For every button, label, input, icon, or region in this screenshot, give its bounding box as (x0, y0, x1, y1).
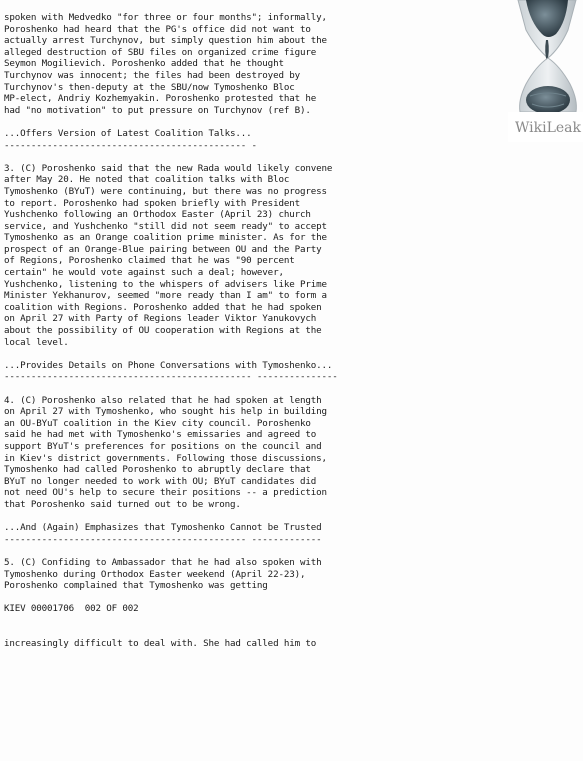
text-line: Poroshenko complained that Tymoshenko was getting (4, 580, 268, 592)
text-line: Tymoshenko as an Orange coalition prime minister. As for the (4, 232, 327, 244)
text-line: Poroshenko had heard that the PG's office did not want to (4, 23, 311, 35)
text-line: Tymoshenko (BYuT) were continuing, but there was no progress (4, 185, 327, 197)
text-line: about the possibility of OU cooperation with Regions at the (4, 325, 322, 337)
text-line: actually arrest Turchynov, but simply question him about the (4, 35, 327, 47)
text-line: 3. (C) Poroshenko said that the new Rada would likely convene (4, 162, 333, 174)
text-line: BYuT no longer needed to work with OU; BYuT candidates did (4, 475, 317, 487)
blank-line (4, 151, 509, 163)
text-line: not need OU's help to secure their positions -- a prediction (4, 487, 327, 499)
text-line: ...Provides Details on Phone Conversations with Tymoshenko... (4, 359, 333, 371)
text-line: said he had met with Tymoshenko's emissaries and agreed to (4, 429, 317, 441)
text-line: that Poroshenko said turned out to be wrong. (4, 498, 241, 510)
text-line: Tymoshenko during Orthodox Easter weekend (April 22-23), (4, 568, 306, 580)
text-line: certain" he would vote against such a deal; however, (4, 267, 284, 279)
text-line: to report. Poroshenko had spoken briefly with President (4, 197, 300, 209)
blank-line (4, 511, 509, 523)
text-line: Minister Yekhanurov, seemed "more ready than I am" to form a (4, 290, 327, 302)
blank-line (4, 626, 509, 638)
text-line: service, and Yushchenko "still did not seem ready" to accept (4, 220, 327, 232)
blank-line (4, 592, 509, 604)
logo-wordmark: WikiLeak (515, 120, 581, 136)
text-line: coalition with Regions. Poroshenko added that he had spoken (4, 301, 322, 313)
text-line: Yushchenko, listening to the whispers of advisers like Prime (4, 278, 327, 290)
text-line: Turchynov's then-deputy at the SBU/now Tymoshenko Bloc (4, 81, 295, 93)
text-line: on April 27 with Party of Regions leader Viktor Yanukovych (4, 313, 317, 325)
text-line: spoken with Medvedko "for three or four months"; informally, (4, 12, 327, 23)
text-line: Tymoshenko had called Poroshenko to abruptly declare that (4, 464, 311, 476)
text-line: local level. (4, 336, 69, 348)
text-line: Yushchenko following an Orthodox Easter (April 23) church (4, 209, 311, 221)
text-line: an OU-BYuT coalition in the Kiev city council. Poroshenko (4, 417, 311, 429)
text-line: support BYuT's preferences for positions on the council and (4, 440, 322, 452)
text-line: 4. (C) Poroshenko also related that he had spoken at length (4, 394, 322, 406)
text-line: of Regions, Poroshenko claimed that he was "90 percent (4, 255, 295, 267)
blank-line (4, 383, 509, 395)
text-line: alleged destruction of SBU files on organized crime figure (4, 46, 317, 58)
text-line: ...And (Again) Emphasizes that Tymoshenko Cannot be Trusted (4, 522, 322, 534)
blank-line (4, 545, 509, 557)
cable-text (4, 12, 509, 650)
text-line: --------------------------------------------- ------------- (4, 533, 322, 545)
blank-line (4, 615, 509, 627)
text-line: Seymon Mogilievich. Poroshenko added that he thought (4, 58, 284, 70)
text-line: --------------------------------------------- - (4, 139, 257, 151)
wikileaks-logo (508, 0, 583, 150)
text-line: ---------------------------------------------- --------------- (4, 371, 338, 383)
blank-line (4, 348, 509, 360)
text-line: 5. (C) Confiding to Ambassador that he had also spoken with (4, 556, 322, 568)
text-line: on April 27 with Tymoshenko, who sought his help in building (4, 406, 327, 418)
blank-line (4, 116, 509, 128)
text-line: prospect of an Orange-Blue pairing between OU and the Party (4, 243, 322, 255)
text-line: MP-elect, Andriy Kozhemyakin. Poroshenko protested that he (4, 93, 317, 105)
text-line: ...Offers Version of Latest Coalition Talks... (4, 127, 252, 139)
text-line: had "no motivation" to put pressure on Turchynov (ref B). (4, 104, 311, 116)
text-line: Turchynov was innocent; the files had been destroyed by (4, 69, 300, 81)
text-line: after May 20. He noted that coalition talks with Bloc (4, 174, 290, 186)
text-line: in Kiev's district governments. Following those discussions, (4, 452, 327, 464)
text-line: increasingly difficult to deal with. She had called him to (4, 638, 317, 650)
text-line: KIEV 00001706 002 OF 002 (4, 603, 139, 615)
